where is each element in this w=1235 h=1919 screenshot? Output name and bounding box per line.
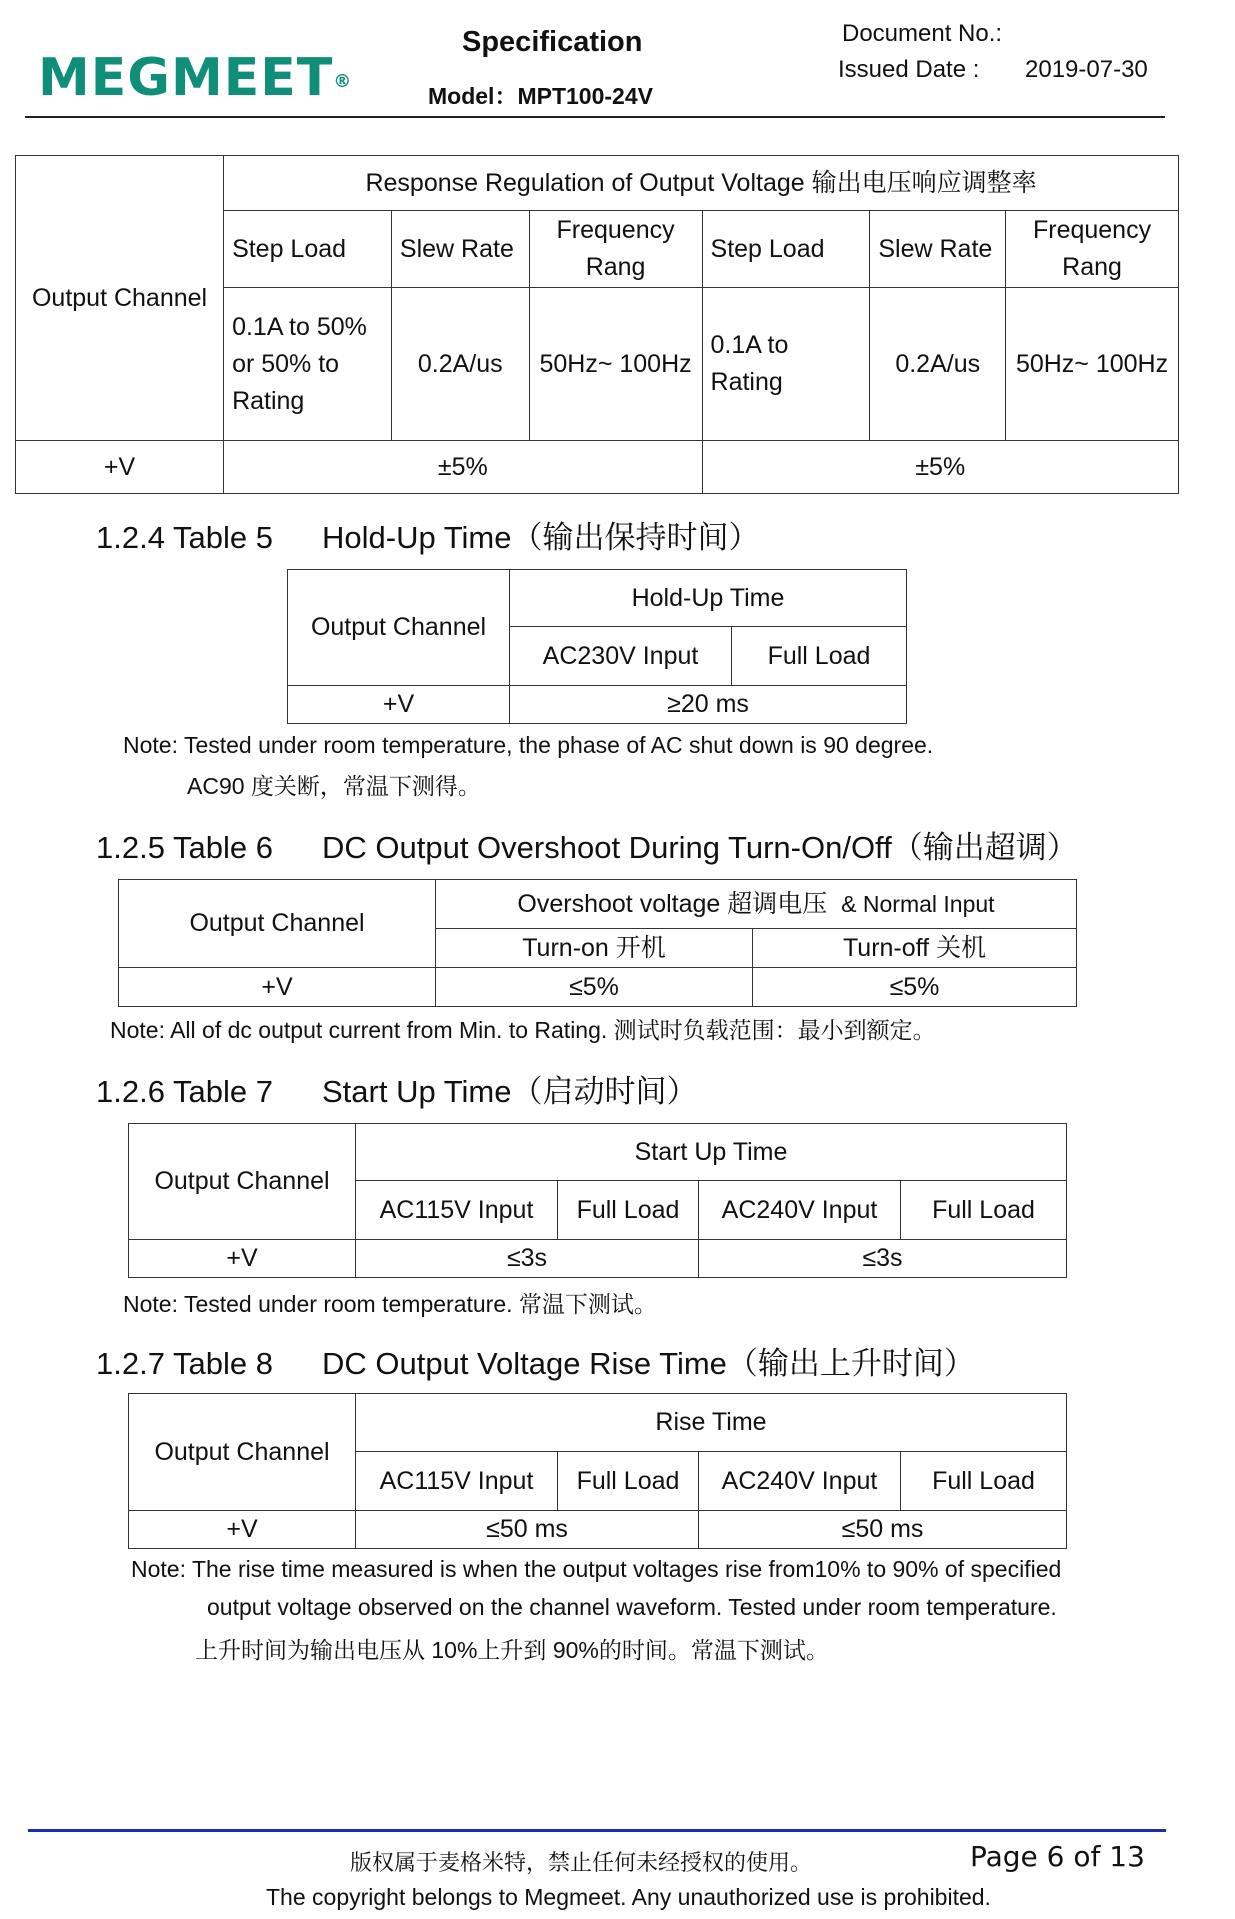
- hold-up-time-table: [287, 569, 907, 724]
- note-table6: Note: All of dc output current from Min. to Rating. 测试时负载范围：最小到额定。: [110, 1017, 936, 1043]
- section-heading-table8: [96, 1338, 975, 1383]
- turn-off-header: Turn-off 关机: [753, 929, 1077, 968]
- input-condition-a: AC115V Input: [356, 1452, 558, 1511]
- input-condition-b: AC240V Input: [699, 1181, 901, 1240]
- start-up-value-b: ≤3s: [699, 1240, 1067, 1278]
- load-condition-b: Full Load: [901, 1181, 1067, 1240]
- slew-rate-value-a: 0.2A/us: [391, 288, 529, 441]
- load-condition-a: Full Load: [558, 1452, 699, 1511]
- slew-rate-header-a: Slew Rate: [391, 211, 529, 288]
- hold-up-time-value: ≥20 ms: [510, 686, 907, 724]
- step-load-value-b: 0.1A to Rating: [702, 288, 870, 441]
- issued-date-value: 2019-07-30: [1025, 56, 1148, 83]
- input-condition-a: AC115V Input: [356, 1181, 558, 1240]
- section-number: 1.2.4 Table 5: [96, 520, 273, 555]
- page-number: Page 6 of 13: [970, 1840, 1145, 1873]
- row-label-v: +V: [288, 686, 510, 724]
- output-channel-header: Output Channel: [288, 570, 510, 686]
- header-divider: [25, 116, 1165, 118]
- section-title: Hold-Up Time（输出保持时间）: [322, 520, 760, 555]
- registered-mark: ®: [333, 71, 353, 92]
- rise-time-title: Rise Time: [356, 1394, 1067, 1452]
- overshoot-title: Overshoot voltage 超调电压 & Normal Input: [436, 880, 1077, 929]
- note-table8-line1: Note: The rise time measured is when the output voltages rise from10% to 90% of specified: [131, 1556, 1062, 1582]
- load-condition: Full Load: [732, 627, 907, 686]
- section-title: Start Up Time（启动时间）: [322, 1074, 698, 1109]
- logo-text: MEGMEET: [38, 48, 334, 108]
- frequency-header-a: Frequency Rang: [529, 211, 702, 288]
- header-model: Model：MPT100-24V: [428, 83, 653, 109]
- start-up-time-table: [128, 1123, 1067, 1278]
- note-table8-line2: output voltage observed on the channel waveform. Tested under room temperature.: [207, 1594, 1057, 1620]
- row-label-v: +V: [129, 1511, 356, 1549]
- step-load-header-b: Step Load: [702, 211, 870, 288]
- rise-time-value-a: ≤50 ms: [356, 1511, 699, 1549]
- start-up-time-title: Start Up Time: [356, 1124, 1067, 1181]
- footer-divider: [28, 1829, 1166, 1832]
- input-condition-b: AC240V Input: [699, 1452, 901, 1511]
- frequency-header-b: Frequency Rang: [1006, 211, 1179, 288]
- section-title: DC Output Overshoot During Turn-On/Off（输出超调）: [322, 830, 1078, 865]
- note-table5-line1: Note: Tested under room temperature, the phase of AC shut down is 90 degree.: [123, 732, 934, 758]
- frequency-value-b: 50Hz~ 100Hz: [1006, 288, 1179, 441]
- note-table5-line2: AC90 度关断，常温下测得。: [187, 773, 481, 799]
- section-number: 1.2.7 Table 8: [96, 1346, 273, 1381]
- slew-rate-header-b: Slew Rate: [870, 211, 1006, 288]
- frequency-value-a: 50Hz~ 100Hz: [529, 288, 702, 441]
- note-table8-line3: 上升时间为输出电压从 10%上升到 90%的时间。常温下测试。: [195, 1637, 829, 1663]
- response-regulation-table: [15, 155, 1179, 494]
- issued-date-label: Issued Date :: [838, 56, 980, 83]
- section-heading-table6: [96, 822, 1078, 867]
- load-condition-b: Full Load: [901, 1452, 1067, 1511]
- overshoot-table: [118, 879, 1077, 1007]
- start-up-value-a: ≤3s: [356, 1240, 699, 1278]
- step-load-header-a: Step Load: [224, 211, 392, 288]
- row-label-v: +V: [129, 1240, 356, 1278]
- slew-rate-value-b: 0.2A/us: [870, 288, 1006, 441]
- output-channel-header: Output Channel: [16, 156, 224, 441]
- row-label-v: +V: [119, 968, 436, 1007]
- section-heading-table7: [96, 1066, 698, 1111]
- header-title: Specification: [462, 26, 643, 58]
- section-title: DC Output Voltage Rise Time（输出上升时间）: [322, 1346, 975, 1381]
- hold-up-time-title: Hold-Up Time: [510, 570, 907, 627]
- output-channel-header: Output Channel: [119, 880, 436, 968]
- megmeet-logo: [38, 48, 352, 108]
- section-heading-table5: [96, 512, 760, 557]
- turn-on-value: ≤5%: [436, 968, 753, 1007]
- section-number: 1.2.6 Table 7: [96, 1074, 273, 1109]
- step-load-value-a: 0.1A to 50% or 50% to Rating: [224, 288, 392, 441]
- note-table7: Note: Tested under room temperature. 常温下测试。: [123, 1291, 657, 1317]
- section-number: 1.2.5 Table 6: [96, 830, 273, 865]
- copyright-english: The copyright belongs to Megmeet. Any unauthorized use is prohibited.: [266, 1884, 991, 1910]
- turn-on-header: Turn-on 开机: [436, 929, 753, 968]
- response-regulation-title: Response Regulation of Output Voltage 输出电压响应调整率: [224, 156, 1179, 211]
- copyright-chinese: 版权属于麦格米特，禁止任何未经授权的使用。: [350, 1851, 813, 1876]
- document-number-label: Document No.:: [842, 20, 1003, 47]
- turn-off-value: ≤5%: [753, 968, 1077, 1007]
- rise-time-table: [128, 1393, 1067, 1549]
- regulation-value-b: ±5%: [702, 441, 1178, 494]
- load-condition-a: Full Load: [558, 1181, 699, 1240]
- output-channel-header: Output Channel: [129, 1394, 356, 1511]
- row-label-v: +V: [16, 441, 224, 494]
- output-channel-header: Output Channel: [129, 1124, 356, 1240]
- rise-time-value-b: ≤50 ms: [699, 1511, 1067, 1549]
- input-condition: AC230V Input: [510, 627, 732, 686]
- regulation-value-a: ±5%: [224, 441, 702, 494]
